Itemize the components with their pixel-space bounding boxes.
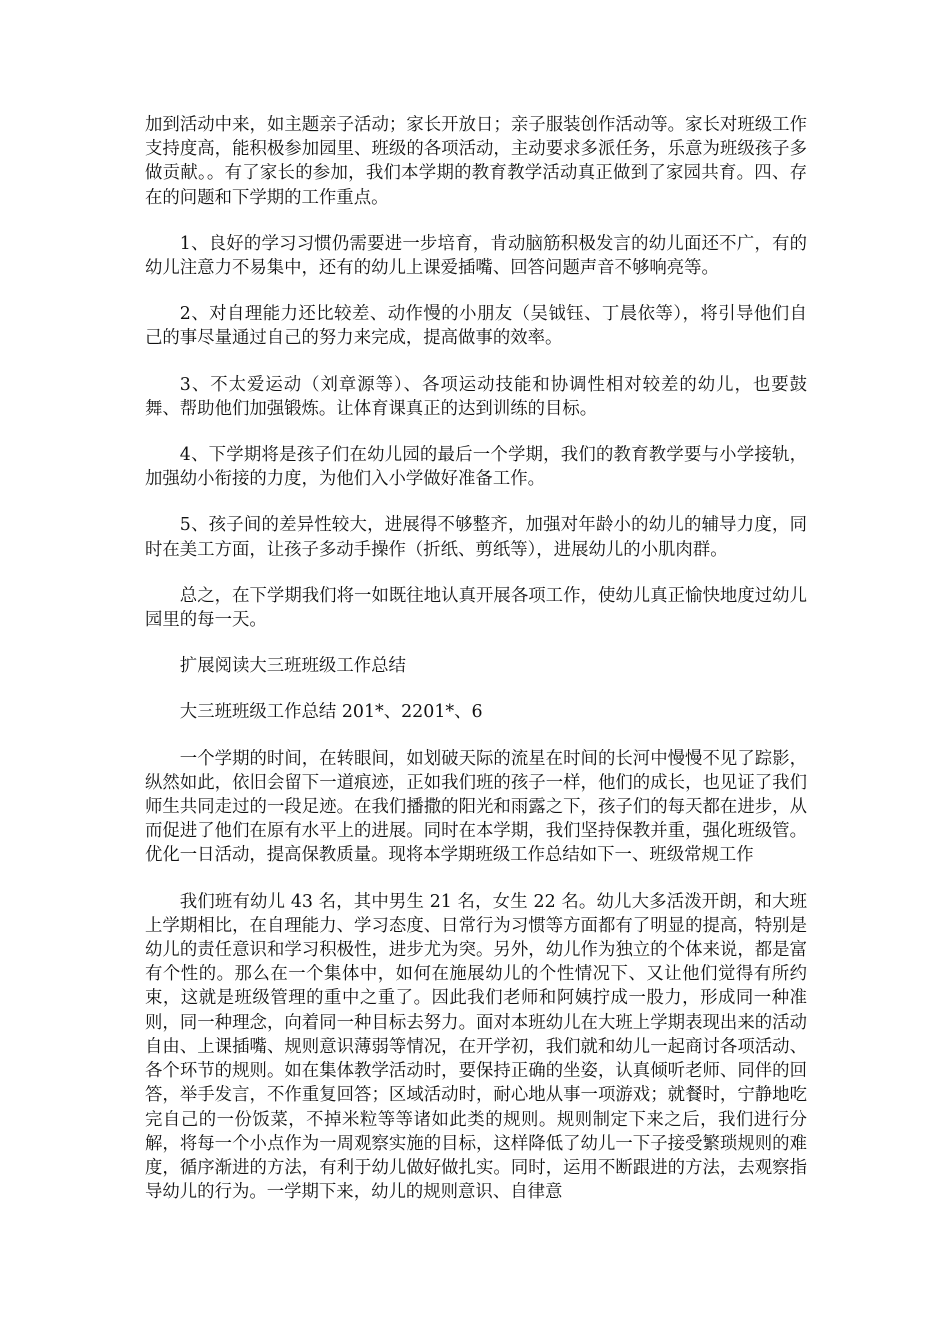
paragraph-family-participation: 加到活动中来，如主题亲子活动；家长开放日；亲子服装创作活动等。家长对班级工作支持度高，能积极参加园里、班级的各项活动，主动要求多派任务，乐意为班级孩子多做贡献。。有了家长的参加，我们本学期的教育教学活动真正做到了家园共育。四、存在的问题和下学期的工作重点。 (145, 115, 807, 208)
paragraph-class-routine: 我们班有幼儿 43 名，其中男生 21 名，女生 22 名。幼儿大多活泼开朗，和大班上学期相比，在自理能力、学习态度、日常行为习惯等方面都有了明显的提高，特别是幼儿的责任意识和学习积极性，进步尤为突。另外，幼儿作为独立的个体来说，都是富有个性的。那么在一个集体中，如何在施展幼儿的个性情况下、又让他们觉得有所约束，这就是班级管理的重中之重了。因此我们老师和阿姨拧成一股力，形成同一种准则，同一种理念，向着同一种目标去努力。面对本班幼儿在大班上学期表现出来的活动自由、上课插嘴、规则意识薄弱等情况，在开学初，我们就和幼儿一起商讨各项活动、各个环节的规则。如在集体教学活动时，要保持正确的坐姿，认真倾听老师、同伴的回答，举手发言，不作重复回答；区域活动时，耐心地从事一项游戏；就餐时，宁静地吃完自己的一份饭菜，不掉米粒等等诸如此类的规则。规则制定下来之后，我们进行分解，将每一个小点作为一周观察实施的目标，这样降低了幼儿一下子接受繁琐规则的难度，循序渐进的方法，有利于幼儿做好做扎实。同时，运用不断跟进的方法，去观察指导幼儿的行为。一学期下来，幼儿的规则意识、自律意 (145, 891, 807, 1203)
paragraph-issue-5: 5、孩子间的差异性较大，进展得不够整齐，加强对年龄小的幼儿的辅导力度，同时在美工方面，让孩子多动手操作（折纸、剪纸等），进展幼儿的小肌肉群。 (145, 515, 807, 560)
paragraph-issue-1: 1、良好的学习习惯仍需要进一步培育，肯动脑筋积极发言的幼儿面还不广，有的幼儿注意力不易集中，还有的幼儿上课爱插嘴、回答问题声音不够响亮等。 (145, 233, 807, 279)
paragraph-issue-4: 4、下学期将是孩子们在幼儿园的最后一个学期，我们的教育教学要与小学接轨，加强幼小衔接的力度，为他们入小学做好准备工作。 (145, 445, 807, 490)
paragraph-issue-2: 2、对自理能力还比较差、动作慢的小朋友（吴钺钰、丁晨依等），将引导他们自己的事尽量通过自己的努力来完成，提高做事的效率。 (145, 304, 807, 349)
paragraph-extended-reading-heading: 扩展阅读大三班班级工作总结 (179, 656, 406, 677)
paragraph-summary-title: 大三班班级工作总结 201*、2201*、6 (179, 702, 483, 723)
paragraph-issue-3: 3、不太爱运动（刘章源等）、各项运动技能和协调性相对较差的幼儿，也要鼓舞、帮助他们加强锻炼。让体育课真正的达到训练的目标。 (145, 374, 807, 419)
paragraph-conclusion: 总之，在下学期我们将一如既往地认真开展各项工作，使幼儿真正愉快地度过幼儿园里的每一天。 (145, 585, 807, 631)
document-body (145, 113, 807, 1226)
paragraph-semester-intro: 一个学期的时间，在转眼间，如划破天际的流星在时间的长河中慢慢不见了踪影，纵然如此，依旧会留下一道痕迹，正如我们班的孩子一样，他们的成长，也见证了我们师生共同走过的一段足迹。在我们播撒的阳光和雨露之下，孩子们的每天都在进步，从而促进了他们在原有水平上的进展。同时在本学期，我们坚持保教并重，强化班级管。优化一日活动，提高保教质量。现将本学期班级工作总结如下一、班级常规工作 (145, 748, 807, 866)
